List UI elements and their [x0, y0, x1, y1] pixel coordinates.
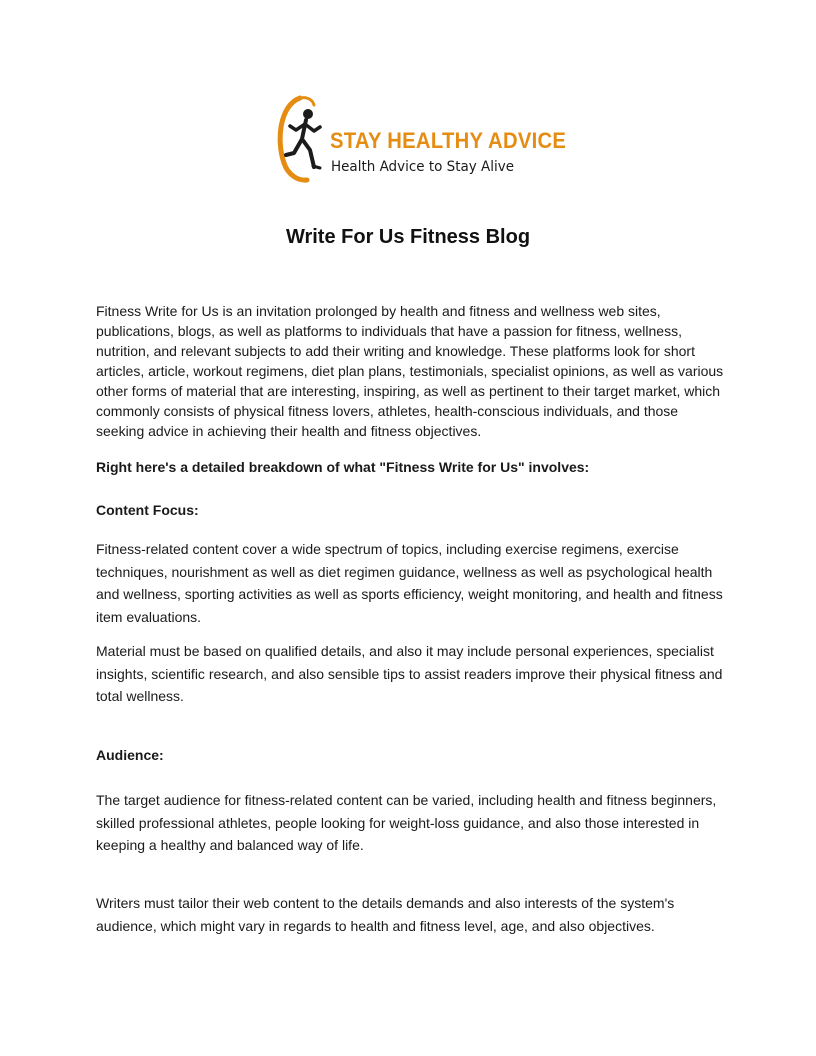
- content-focus-paragraph-1: Fitness-related content cover a wide spectrum of topics, including exercise regimens, exercise techniques, nourishment as well as diet regimen guidance, wellness as well as psychological health and wellness, sporting activities as well as sports efficiency, weight monitoring, and health and fitness item evaluations.: [96, 541, 723, 625]
- intro-paragraph: Fitness Write for Us is an invitation prolonged by health and fitness and wellness web sites, publications, blogs, as well as platforms to individuals that have a passion for fitness, wellness, nutrition, and relevant subjects to add their writing and knowledge. These platforms look for short articles, article, workout regimens, diet plan plans, testimonials, specialist opinions, as well as various other forms of material that are interesting, inspiring, as well as pertinent to their target market, which commonly consists of physical fitness lovers, athletes, health-conscious individuals, and those seeking advice in achieving their health and fitness objectives.: [96, 303, 724, 439]
- site-logo: [274, 95, 567, 185]
- content-focus-paragraph-2: Material must be based on qualified details, and also it may include personal experiences, specialist insights, scientific research, and also sensible tips to assist readers improve their physical fitness and total wellness.: [96, 643, 723, 704]
- brand-tagline: Health Advice to Stay Alive: [331, 159, 515, 175]
- audience-heading: Audience:: [96, 747, 164, 763]
- content-focus-heading: Content Focus:: [96, 502, 199, 518]
- audience-paragraph-2: Writers must tailor their web content to the details demands and also interests of the system's audience, which might vary in regards to health and fitness level, age, and also objectives.: [96, 895, 675, 934]
- page-title: Write For Us Fitness Blog: [285, 226, 531, 248]
- audience-paragraph-1: The target audience for fitness-related content can be varied, including health and fitness beginners, skilled professional athletes, people looking for weight-loss guidance, and also those interested in keeping a healthy and balanced way of life.: [96, 792, 717, 853]
- runner-icon: [274, 95, 334, 185]
- brand-name: STAY HEALTHY ADVICE: [330, 128, 567, 153]
- breakdown-heading: Right here's a detailed breakdown of what "Fitness Write for Us" involves:: [96, 459, 590, 475]
